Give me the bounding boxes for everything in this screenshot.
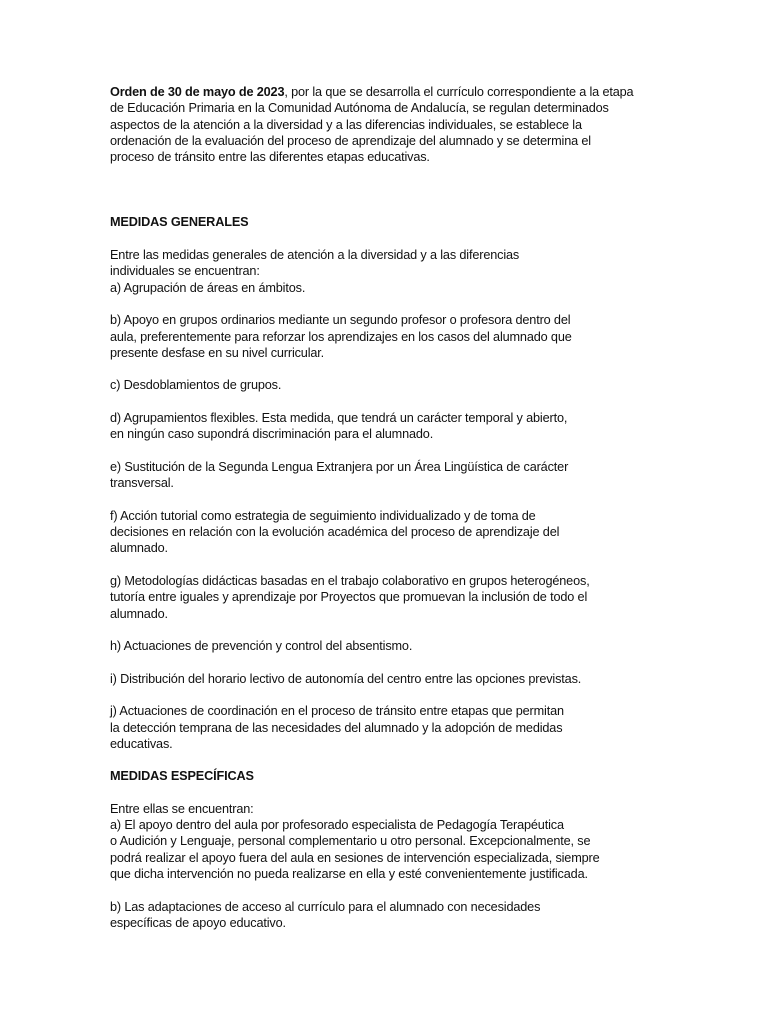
specific-intro: Entre ellas se encuentran:: [110, 801, 254, 816]
intro-text: , por la que se desarrolla el currículo correspondiente a la etapa de Educación Primaria en la Comunidad Autónoma de Andalucía, se regulan determinados aspectos de la atención a la diversidad y a las diferencias individuales, se establece la ordenación de la evaluación del proceso de aprendizaje del alumnado y se determina el proceso de tránsito entre las diferentes etapas educativas.: [110, 85, 634, 165]
general-item-g: g) Metodologías didácticas basadas en el trabajo colaborativo en grupos heterogéneos, tutoría entre iguales y aprendizaje por Proyectos que promuevan la inclusión de todo el alumnado.: [110, 574, 590, 621]
general-item-a: a) Agrupación de áreas en ámbitos.: [110, 280, 306, 295]
general-item-j: j) Actuaciones de coordinación en el proceso de tránsito entre etapas que permitan la detección temprana de las necesidades del alumnado y la adopción de medidas educativas.: [110, 704, 564, 751]
general-item-e: e) Sustitución de la Segunda Lengua Extranjera por un Área Lingüística de carácter transversal.: [110, 459, 569, 491]
general-item-f: f) Acción tutorial como estrategia de seguimiento individualizado y de toma de decisiones en relación con la evolución académica del proceso de aprendizaje del alumnado.: [110, 508, 560, 556]
heading-specific-measures: MEDIDAS ESPECÍFICAS: [110, 769, 254, 784]
intro-paragraph: [110, 84, 670, 165]
general-item-d: d) Agrupamientos flexibles. Esta medida, que tendrá un carácter temporal y abierto, en ningún caso supondrá discriminación para el alumnado.: [110, 411, 568, 442]
general-item-b: b) Apoyo en grupos ordinarios mediante un segundo profesor o profesora dentro del aula, preferentemente para reforzar los aprendizajes en los casos del alumnado que presente desfase en su nivel curricular.: [110, 313, 572, 360]
heading-general-measures: MEDIDAS GENERALES: [110, 215, 249, 230]
document-page: [110, 84, 670, 931]
specific-item-a: a) El apoyo dentro del aula por profesorado especialista de Pedagogía Terapéutica o Audición y Lenguaje, personal complementario u otro personal. Excepcionalmente, se podrá realizar el apoyo fuera del aula en sesiones de intervención especializada, siempre que dicha intervención no pueda realizarse en ella y esté convenientemente justificada.: [110, 818, 600, 882]
order-title: Orden de 30 de mayo de 2023: [110, 85, 285, 99]
general-item-i: i) Distribución del horario lectivo de autonomía del centro entre las opciones previstas.: [110, 671, 582, 686]
general-item-c: c) Desdoblamientos de grupos.: [110, 378, 282, 393]
specific-item-b: b) Las adaptaciones de acceso al currículo para el alumnado con necesidades específicas de apoyo educativo.: [110, 899, 541, 930]
general-intro: Entre las medidas generales de atención a la diversidad y a las diferencias individuales se encuentran:: [110, 248, 520, 279]
general-item-h: h) Actuaciones de prevención y control del absentismo.: [110, 639, 413, 654]
